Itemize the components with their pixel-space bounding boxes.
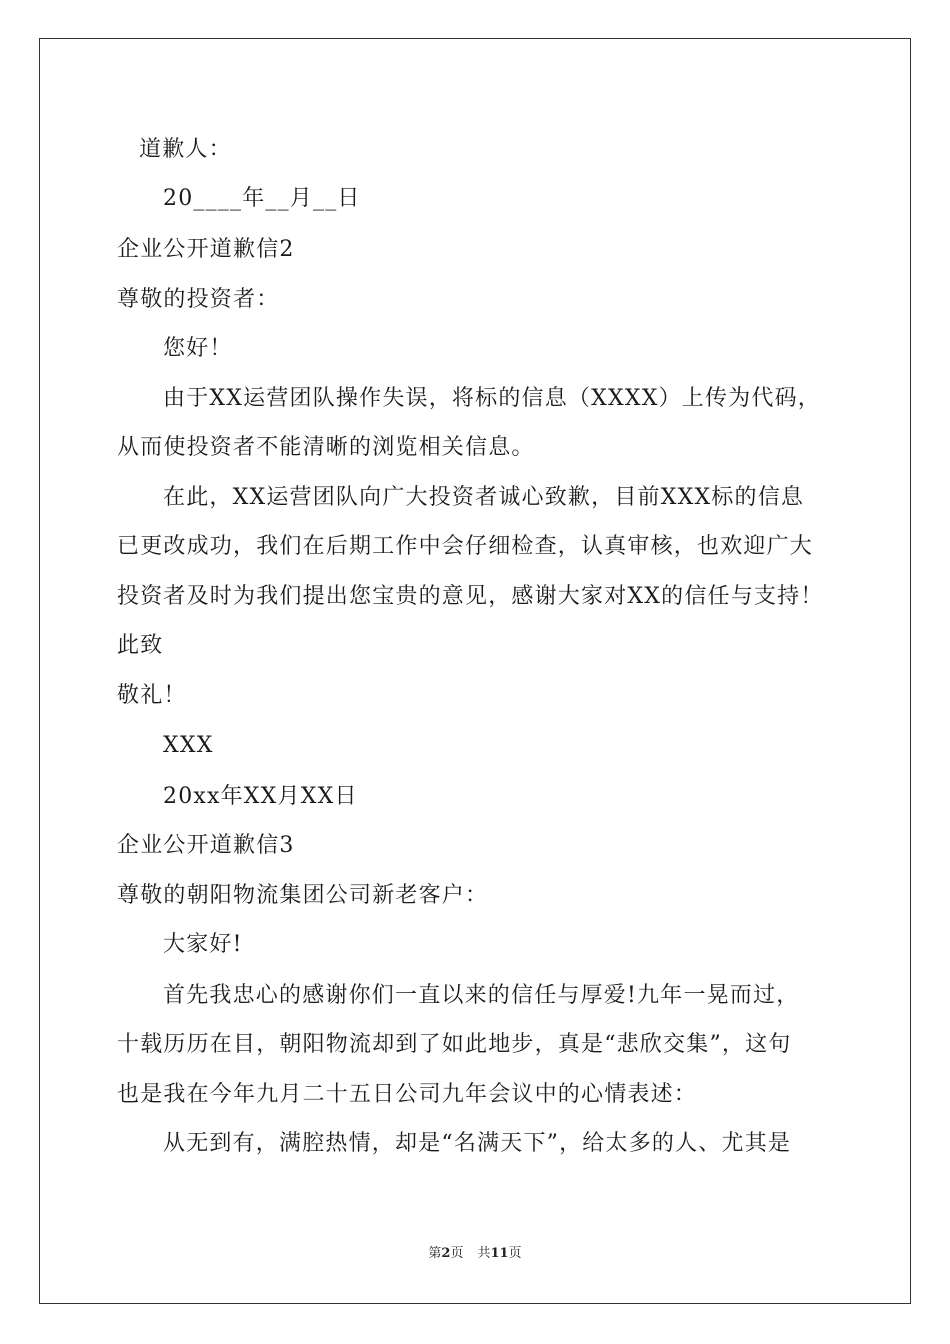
body-text: 由于XX运营团队操作失误，将标的信息（XXXX）上传为代码，	[163, 386, 821, 411]
signature-date: 20xx年XX月XX日	[163, 784, 358, 809]
closing-regards: 敬礼！	[117, 683, 187, 708]
body-text: 从无到有，满腔热情，却是“名满天下”，给太多的人、尤其是	[163, 1131, 792, 1156]
body-text: 已更改成功，我们在后期工作中会仔细检查，认真审核，也欢迎广大	[117, 534, 814, 559]
closing-phrase: 此致	[117, 633, 164, 658]
body-text: 从而使投资者不能清晰的浏览相关信息。	[117, 435, 535, 460]
body-text: 首先我忠心的感谢你们一直以来的信任与厚爱!九年一晃而过，	[163, 983, 800, 1008]
letter-2-greeting: 您好！	[163, 336, 233, 361]
letter-2-salutation: 尊敬的投资者：	[117, 287, 280, 312]
signature: XXX	[163, 733, 214, 758]
total-pages: 11	[490, 1246, 509, 1261]
body-text: 也是我在今年九月二十五日公司九年会议中的心情表述：	[117, 1082, 698, 1107]
body-text: 十载历历在目，朝阳物流却到了如此地步，真是“悲欣交集”，这句	[117, 1032, 792, 1057]
letter-3-title: 企业公开道歉信3	[117, 833, 295, 858]
letter-3-salutation: 尊敬的朝阳物流集团公司新老客户：	[117, 883, 489, 908]
letter-2-title: 企业公开道歉信2	[117, 237, 295, 262]
total-suffix: 页	[508, 1246, 522, 1261]
page-suffix: 页	[450, 1246, 464, 1261]
page-border	[39, 38, 911, 1304]
date-placeholder: 20____年__月__日	[163, 186, 361, 211]
page-prefix: 第	[428, 1246, 442, 1261]
apologizer-label: 道歉人：	[139, 137, 232, 162]
body-text: 投资者及时为我们提出您宝贵的意见，感谢大家对XX的信任与支持！	[117, 584, 824, 609]
body-text: 在此，XX运营团队向广大投资者诚心致歉，目前XXX标的信息	[163, 485, 805, 510]
page-footer	[0, 1245, 950, 1263]
page-number: 2	[441, 1246, 451, 1261]
letter-3-greeting: 大家好!	[163, 932, 243, 957]
total-prefix: 共	[477, 1246, 491, 1261]
